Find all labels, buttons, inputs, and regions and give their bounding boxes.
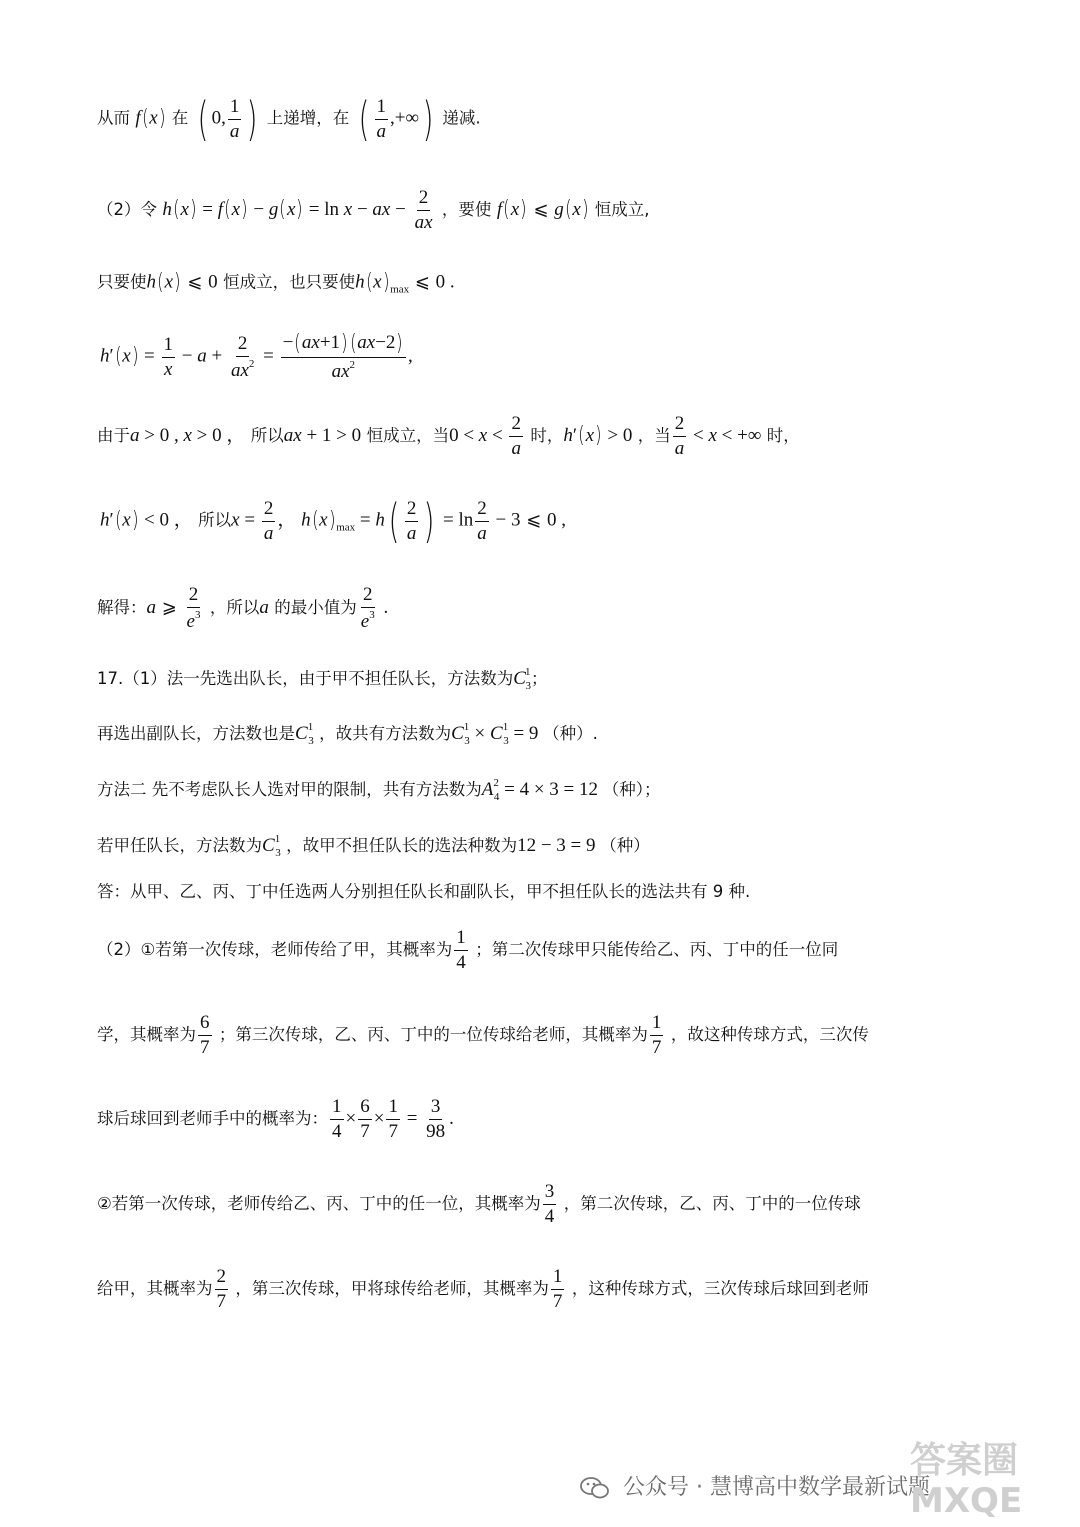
watermark-text: 公众号 · 慧博高中数学最新试题 [580, 1470, 930, 1501]
text-line-17-9: ②若第一次传球，老师传给乙、丙、丁中的任一位，其概率为 $\frac{3}{4}$ ，第二次传球，乙、丙、丁中的一位传球 [97, 1181, 861, 1227]
watermark-logo [900, 1432, 1070, 1522]
fraction: $\frac{-(ax+1)(ax-2)}{ax^2}$ [281, 332, 406, 382]
fraction: $\frac{2}{a}$ [477, 497, 487, 544]
fraction: $\frac{1}{7}$ [552, 1266, 563, 1312]
text-line-17-6: （2）①若第一次传球，老师传给了甲，其概率为 $\frac{1}{4}$ ；第二次传球甲只能传给乙、丙、丁中的任一位同 [97, 927, 839, 973]
fraction: $\frac{2}{e^3}$ [360, 584, 375, 632]
fraction: $\frac{2}{a}$ [511, 413, 521, 459]
fraction: $\frac{6}{7}$ [360, 1096, 370, 1142]
fraction: $\frac{1}{a}$ [229, 95, 240, 142]
fraction: $\frac{6}{7}$ [200, 1012, 210, 1058]
fraction: $\frac{3}{4}$ [544, 1181, 555, 1227]
fraction: $\frac{3}{98}$ [426, 1096, 446, 1142]
text-line-17-4: 若甲任队长，方法数为$C^1_3$ ，故甲不担任队长的选法种数为12 − 3 = 9 （种） [97, 833, 650, 859]
fraction: $\frac{2}{ax}$ [414, 187, 433, 233]
svg-text:MXQE: MXQE [910, 1481, 1023, 1521]
fraction: $\frac{2}{ax^2}$ [230, 332, 255, 381]
text-line-17-8: 球后球回到老师手中的概率为： $\frac{1}{4}$ × $\frac{6}{7}$ × $\frac{1}{7}$ = $\frac{3}{98}$ . [97, 1096, 454, 1142]
text-line-17-1: 17.（1）法一先选出队长，由于甲不担任队长，方法数为$C^1_3$； [97, 666, 548, 692]
text-line-1: 从而 f(x) 在 ( 0, $\frac{1}{a}$ ) 上递增，在 ( $\frac{1}{a}$ ,+∞) 递减. [97, 92, 481, 146]
fraction: $\frac{1}{a}$ [376, 95, 387, 142]
text-line-17-2: 再选出副队长，方法数也是$C^1_3$ ，故共有方法数为$C^1_3 \times C^1_3 = 9$ （种）. [97, 721, 598, 747]
svg-text:答案圈: 答案圈 [910, 1440, 1019, 1481]
text-line-3: 只要使h(x) ⩽ 0 恒成立，也只要使$h(x)_{max}$ ⩽ 0 . [97, 270, 455, 296]
fraction: $\frac{1}{7}$ [651, 1012, 662, 1058]
fraction: $\frac{1}{4}$ [456, 927, 466, 973]
text-line-17-7: 学，其概率为 $\frac{6}{7}$ ；第三次传球，乙、丙、丁中的一位传球给老师，其概率为 $\frac{1}{7}$ ，故这种传球方式，三次传 [97, 1012, 869, 1058]
text-line-4: h′(x) = $\frac{1}{x}$ − a + $\frac{2}{ax^2}$ = $\frac{-(ax+1)(ax-2)}{ax^2}$ , [100, 331, 413, 383]
text-line-17-10: 给甲，其概率为 $\frac{2}{7}$ ，第三次传球，甲将球传给老师，其概率为 $\frac{1}{7}$ ，这种传球方式，三次传球后球回到老师 [97, 1266, 869, 1312]
wechat-icon [580, 1476, 610, 1500]
fraction: $\frac{2}{7}$ [216, 1266, 226, 1312]
text-line-17-3: 方法二 先不考虑队长人选对甲的限制，共有方法数为$A^2_4 = 4 \times 3 = 12$ （种）； [97, 777, 661, 803]
text-line-6: h′(x) < 0 ， 所以x = $\frac{2}{a}$ ， $h(x)_{max} = h$( $\frac{2}{a}$ ) = ln $\frac{2}{a}$ − 3 ⩽ 0 , [100, 494, 567, 548]
fraction: $\frac{1}{x}$ [163, 333, 173, 380]
text-line-17-5: 答：从甲、乙、丙、丁中任选两人分别担任队长和副队长，甲不担任队长的选法共有 9 种. [97, 882, 751, 901]
fraction: $\frac{1}{4}$ [332, 1096, 342, 1142]
fraction: $\frac{2}{a}$ [674, 413, 685, 459]
text-line-7: 解得：a ⩾ $\frac{2}{e^3}$ ，所以a 的最小值为 $\frac{2}{e^3}$ . [97, 584, 389, 632]
fraction: $\frac{2}{a}$ [263, 497, 274, 544]
text-line-5: 由于a > 0 , x > 0 ， 所以ax + 1 > 0 恒成立，当0 < x < $\frac{2}{a}$ 时，h′(x) > 0 ，当 $\frac{2}{a}$ < x < +∞ 时， [97, 413, 800, 459]
fraction: $\frac{1}{7}$ [388, 1096, 398, 1142]
fraction: $\frac{2}{a}$ [406, 497, 417, 544]
text-line-2: （2）令 h(x) = f(x) − g(x) = ln x − ax − $\frac{2}{ax}$ ，要使 f(x) ⩽ g(x) 恒成立, [97, 187, 650, 233]
fraction: $\frac{2}{e^3}$ [186, 584, 201, 632]
